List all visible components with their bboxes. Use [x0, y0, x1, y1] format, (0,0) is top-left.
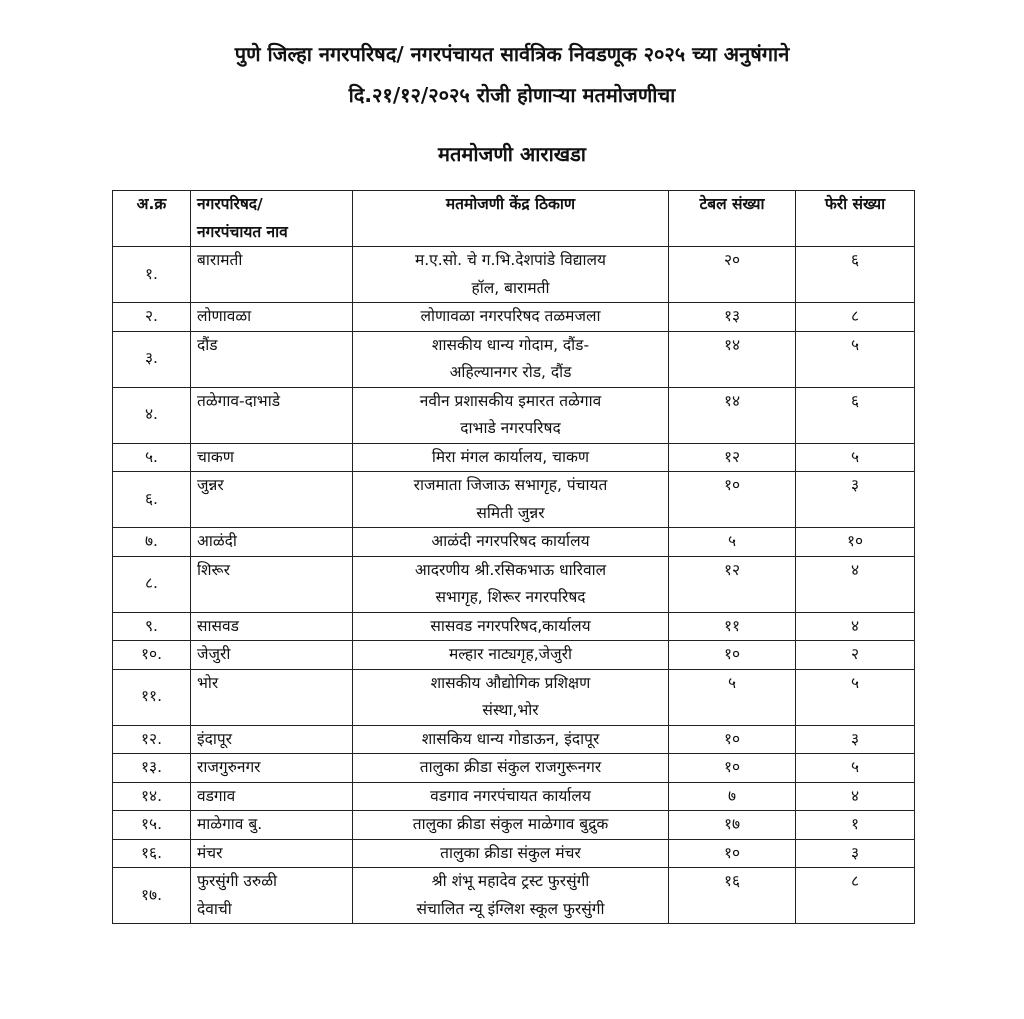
counting-center-cell: तालुका क्रीडा संकुल मंचर [353, 839, 669, 868]
council-name-cell: तळेगाव-दाभाडे [191, 387, 353, 443]
counting-center-cell: आळंदी नगरपरिषद कार्यालय [353, 528, 669, 557]
council-name-cell: मंचर [191, 839, 353, 868]
table-row [113, 387, 915, 443]
table-row [113, 839, 915, 868]
counting-center-cell: राजमाता जिजाऊ सभागृह, पंचायत समिती जुन्नर [353, 472, 669, 528]
serial-no-cell: ११. [113, 669, 191, 725]
table-row [113, 472, 915, 528]
serial-no-cell: १६. [113, 839, 191, 868]
round-count-cell: ५ [796, 669, 915, 725]
serial-no-cell: ४. [113, 387, 191, 443]
table-count-cell: १० [669, 754, 796, 783]
serial-no-cell: ५. [113, 443, 191, 472]
round-count-cell: ५ [796, 443, 915, 472]
council-name-cell: सासवड [191, 612, 353, 641]
table-row [113, 811, 915, 840]
round-count-cell: १० [796, 528, 915, 557]
table-count-cell: १४ [669, 387, 796, 443]
council-name-cell: जुन्नर [191, 472, 353, 528]
round-count-cell: १ [796, 811, 915, 840]
table-count-cell: १० [669, 725, 796, 754]
council-name-cell: इंदापूर [191, 725, 353, 754]
counting-center-cell: लोणावळा नगरपरिषद तळमजला [353, 303, 669, 332]
table-header-row [113, 191, 915, 247]
round-count-cell: ४ [796, 782, 915, 811]
serial-no-cell: ९. [113, 612, 191, 641]
table-row [113, 868, 915, 924]
council-name-cell: भोर [191, 669, 353, 725]
header-council-name: नगरपरिषद/ नगरपंचायत नाव [191, 191, 353, 247]
serial-no-cell: ३. [113, 331, 191, 387]
round-count-cell: ४ [796, 612, 915, 641]
round-count-cell: ५ [796, 754, 915, 783]
round-count-cell: ३ [796, 725, 915, 754]
council-name-cell: लोणावळा [191, 303, 353, 332]
serial-no-cell: १४. [113, 782, 191, 811]
counting-center-cell: सासवड नगरपरिषद,कार्यालय [353, 612, 669, 641]
table-row [113, 247, 915, 303]
document-title-line-2: दि.२१/१२/२०२५ रोजी होणाऱ्या मतमोजणीचा [348, 83, 676, 107]
table-row [113, 556, 915, 612]
table-count-cell: १० [669, 641, 796, 670]
counting-center-cell: तालुका क्रीडा संकुल माळेगाव बुद्रुक [353, 811, 669, 840]
table-count-cell: १४ [669, 331, 796, 387]
table-count-cell: ७ [669, 782, 796, 811]
counting-center-cell: श्री शंभू महादेव ट्रस्ट फुरसुंगी संचालित न्यू इंग्लिश स्कूल फुरसुंगी [353, 868, 669, 924]
counting-center-cell: शासकीय औद्योगिक प्रशिक्षण संस्था,भोर [353, 669, 669, 725]
table-row [113, 725, 915, 754]
round-count-cell: ८ [796, 303, 915, 332]
header-serial-no: अ.क्र [113, 191, 191, 247]
table-count-cell: १० [669, 472, 796, 528]
counting-center-cell: मिरा मंगल कार्यालय, चाकण [353, 443, 669, 472]
table-count-cell: १६ [669, 868, 796, 924]
table-count-cell: २० [669, 247, 796, 303]
round-count-cell: ८ [796, 868, 915, 924]
serial-no-cell: ६. [113, 472, 191, 528]
serial-no-cell: ७. [113, 528, 191, 557]
serial-no-cell: १२. [113, 725, 191, 754]
round-count-cell: ५ [796, 331, 915, 387]
serial-no-cell: १३. [113, 754, 191, 783]
council-name-cell: बारामती [191, 247, 353, 303]
council-name-cell: आळंदी [191, 528, 353, 557]
round-count-cell: २ [796, 641, 915, 670]
table-count-cell: ५ [669, 669, 796, 725]
table-row [113, 331, 915, 387]
round-count-cell: ६ [796, 387, 915, 443]
serial-no-cell: २. [113, 303, 191, 332]
council-name-cell: फुरसुंगी उरुळी देवाची [191, 868, 353, 924]
serial-no-cell: १७. [113, 868, 191, 924]
council-name-cell: दौंड [191, 331, 353, 387]
round-count-cell: ३ [796, 839, 915, 868]
table-count-cell: १२ [669, 443, 796, 472]
council-name-cell: चाकण [191, 443, 353, 472]
counting-center-cell: मल्हार नाट्यगृह,जेजुरी [353, 641, 669, 670]
counting-center-cell: वडगाव नगरपंचायत कार्यालय [353, 782, 669, 811]
document-subtitle: मतमोजणी आराखडा [438, 142, 586, 166]
table-count-cell: १३ [669, 303, 796, 332]
round-count-cell: ६ [796, 247, 915, 303]
council-name-cell: जेजुरी [191, 641, 353, 670]
header-counting-center: मतमोजणी केंद्र ठिकाण [353, 191, 669, 247]
serial-no-cell: ८. [113, 556, 191, 612]
council-name-cell: राजगुरुनगर [191, 754, 353, 783]
counting-center-cell: शासकीय धान्य गोदाम, दौंड- अहिल्यानगर रोड, दौंड [353, 331, 669, 387]
table-row [113, 612, 915, 641]
header-round-count: फेरी संख्या [796, 191, 915, 247]
counting-plan-table [112, 190, 915, 924]
document-title-line-1: पुणे जिल्हा नगरपरिषद/ नगरपंचायत सार्वत्रिक निवडणूक २०२५ च्या अनुषंगाने [234, 42, 790, 66]
serial-no-cell: १. [113, 247, 191, 303]
table-row [113, 303, 915, 332]
counting-center-cell: नवीन प्रशासकीय इमारत तळेगाव दाभाडे नगरपरिषद [353, 387, 669, 443]
table-row [113, 641, 915, 670]
counting-center-cell: तालुका क्रीडा संकुल राजगुरूनगर [353, 754, 669, 783]
table-count-cell: ५ [669, 528, 796, 557]
table-row [113, 754, 915, 783]
council-name-cell: माळेगाव बु. [191, 811, 353, 840]
serial-no-cell: १०. [113, 641, 191, 670]
table-row [113, 528, 915, 557]
serial-no-cell: १५. [113, 811, 191, 840]
counting-center-cell: शासकिय धान्य गोडाऊन, इंदापूर [353, 725, 669, 754]
table-count-cell: ११ [669, 612, 796, 641]
table-count-cell: १२ [669, 556, 796, 612]
counting-center-cell: म.ए.सो. चे ग.भि.देशपांडे विद्यालय हॉल, बारामती [353, 247, 669, 303]
table-count-cell: १७ [669, 811, 796, 840]
table-row [113, 443, 915, 472]
table-row [113, 669, 915, 725]
round-count-cell: ४ [796, 556, 915, 612]
table-count-cell: १० [669, 839, 796, 868]
table-row [113, 782, 915, 811]
round-count-cell: ३ [796, 472, 915, 528]
counting-center-cell: आदरणीय श्री.रसिकभाऊ धारिवाल सभागृह, शिरूर नगरपरिषद [353, 556, 669, 612]
council-name-cell: वडगाव [191, 782, 353, 811]
council-name-cell: शिरूर [191, 556, 353, 612]
header-table-count: टेबल संख्या [669, 191, 796, 247]
